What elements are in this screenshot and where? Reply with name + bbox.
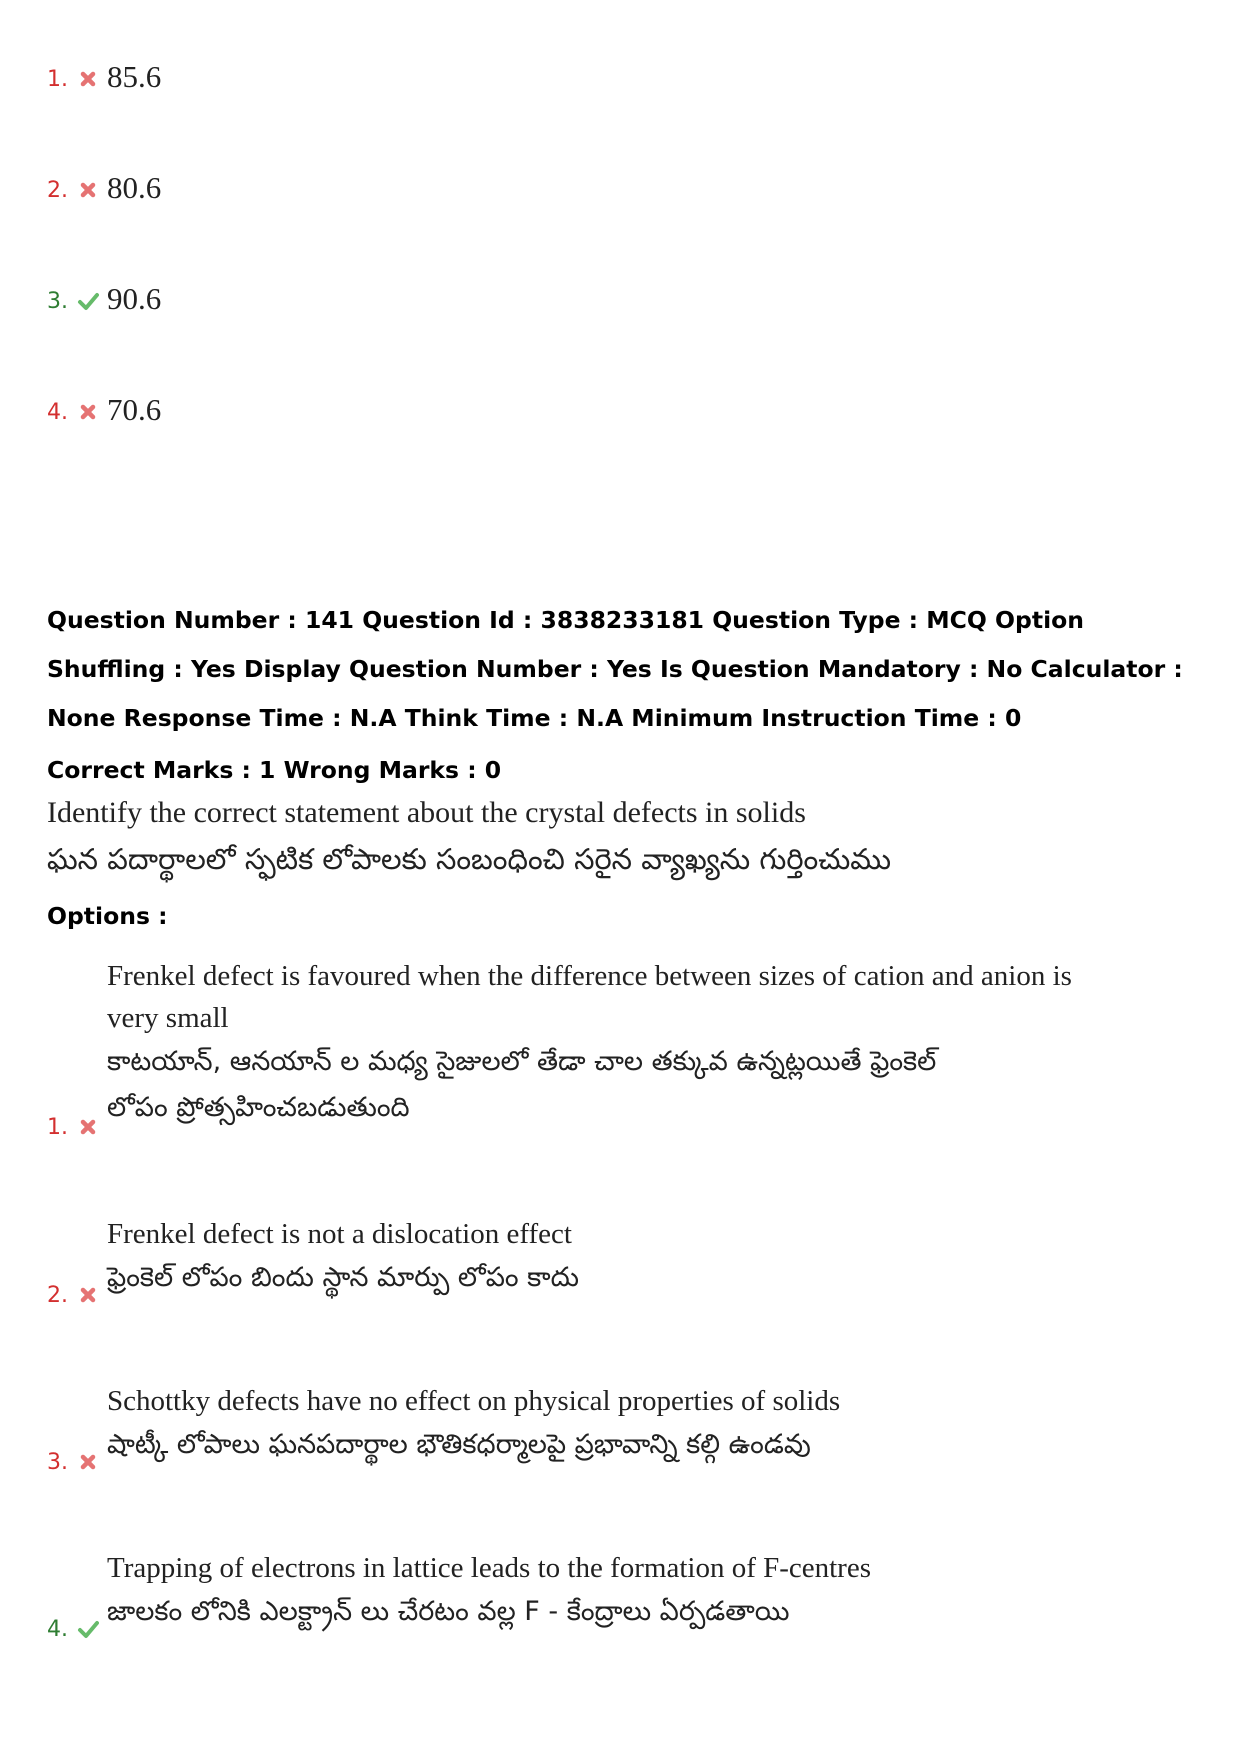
option-text-telugu: ఫ్రెంకెల్ లోపం బిందు స్థాన మార్పు లోపం కాదు: [107, 1262, 579, 1293]
option-text-english: Frenkel defect is not a dislocation effect: [107, 1218, 572, 1250]
option-text-english: Schottky defects have no effect on physical properties of solids: [107, 1385, 841, 1417]
prev-option-4: [47, 385, 161, 425]
option-number: 3.: [47, 1450, 68, 1475]
check-icon: [77, 1618, 99, 1640]
option-number: 4.: [47, 400, 68, 425]
prev-option-1: [47, 52, 161, 92]
option-value: 70.6: [107, 392, 162, 427]
cross-icon: [77, 401, 99, 423]
option-number: 1.: [47, 1115, 68, 1140]
question-meta: Question Number : 141 Question Id : 3838233181 Question Type : MCQ Option Shuffling : Yes Display Question Number : Yes Is Question Mandatory : No Calculator : None Response Time : N.A Think Time : N.A Minimum Instruction Time : 0: [47, 606, 1183, 732]
prev-option-3: [47, 274, 161, 314]
cross-icon: [77, 1116, 99, 1138]
option-value: 85.6: [107, 59, 162, 94]
option-number: 1.: [47, 67, 68, 92]
option-value: 80.6: [107, 170, 162, 205]
option-3[interactable]: [47, 1380, 1207, 1475]
question-text-telugu: ఘన పదార్థాలలో స్ఫటిక లోపాలకు సంబంధించి సరైన వ్యాఖ్యను గుర్తించుము: [47, 842, 892, 876]
cross-icon: [77, 1451, 99, 1473]
option-number: 2.: [47, 178, 68, 203]
options-heading: Options :: [47, 902, 168, 930]
check-icon: [77, 290, 99, 312]
question-text-english: Identify the correct statement about the crystal defects in solids: [47, 796, 806, 829]
cross-icon: [77, 179, 99, 201]
option-2[interactable]: [47, 1213, 1207, 1308]
option-4[interactable]: [47, 1547, 1207, 1642]
prev-option-2: [47, 163, 161, 203]
cross-icon: [77, 1284, 99, 1306]
option-text-telugu: కాటయాన్, ఆనయాన్ ల మధ్య సైజులలో తేడా చాల తక్కువ ఉన్నట్లయితే ఫ్రెంకెల్ లోపం ప్రోత్సహించబడుతుంది: [107, 1046, 937, 1123]
option-number: 3.: [47, 289, 68, 314]
cross-icon: [77, 68, 99, 90]
option-number: 4.: [47, 1617, 68, 1642]
option-number: 2.: [47, 1283, 68, 1308]
option-text-telugu: షాట్కీ లోపాలు ఘనపదార్థాల భౌతికధర్మాలపై ప్రభావాన్ని కల్గి ఉండవు: [107, 1429, 811, 1460]
option-text-english: Trapping of electrons in lattice leads to the formation of F-centres: [107, 1552, 871, 1584]
option-1[interactable]: [47, 955, 1207, 1140]
question-marks: Correct Marks : 1 Wrong Marks : 0: [47, 756, 502, 784]
option-text-english: Frenkel defect is favoured when the difference between sizes of cation and anion is very small: [107, 960, 1072, 1034]
option-value: 90.6: [107, 281, 162, 316]
option-text-telugu: జాలకం లోనికి ఎలక్ట్రాన్ లు చేరటం వల్ల F - కేంద్రాలు ఏర్పడతాయి: [107, 1596, 790, 1627]
